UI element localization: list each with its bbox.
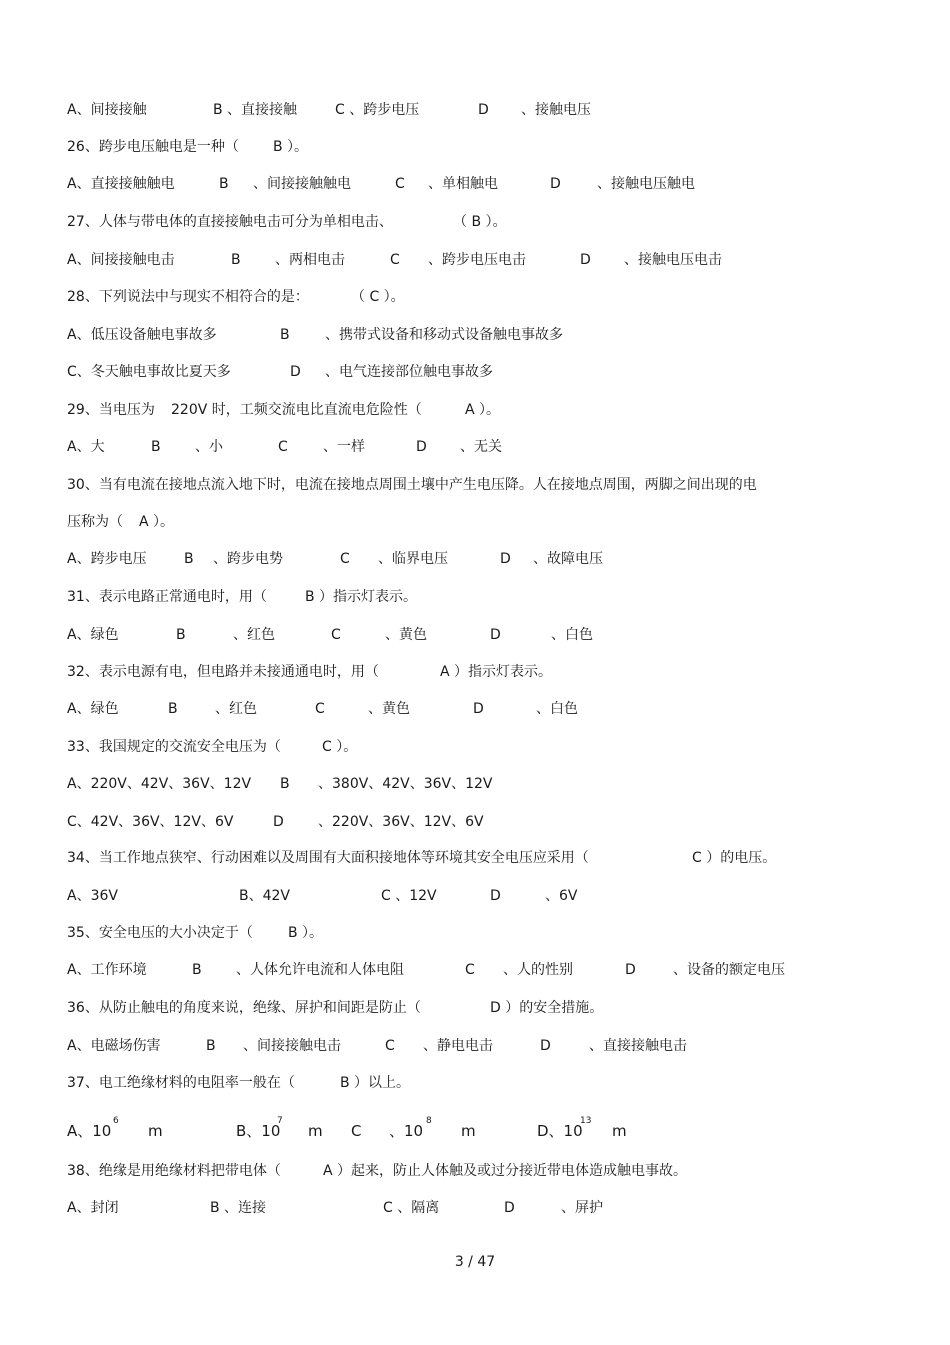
option-a: A、封闭	[67, 1200, 119, 1216]
option-c: 、临界电压	[378, 551, 448, 567]
option-b-letter: B	[231, 252, 241, 268]
option-d: 、直接接触电击	[589, 1038, 687, 1054]
option-c: 、黄色	[368, 701, 410, 717]
question-text: 33、我国规定的交流安全电压为（	[67, 739, 281, 755]
option-c: C 、跨步电压	[335, 102, 420, 118]
exponent-d: 13	[580, 1116, 592, 1126]
option-d-letter: D	[580, 252, 591, 268]
option-d: 、白色	[536, 701, 578, 717]
answer: C ）的电压。	[692, 850, 777, 866]
answer: A ）。	[139, 514, 175, 530]
page-number: 3 / 47	[454, 1254, 496, 1270]
answer: A ）指示灯表示。	[440, 664, 553, 680]
option-b: B、42V	[239, 888, 290, 904]
option-c: 、单相触电	[428, 176, 498, 192]
option-c: C、冬天触电事故比夏天多	[67, 364, 231, 380]
option-b: B 、连接	[210, 1200, 267, 1216]
option-a: A、工作环境	[67, 962, 147, 978]
option-c-letter: C	[395, 176, 405, 192]
option-d: 、接触电压触电	[597, 176, 695, 192]
question-text: 35、安全电压的大小决定于（	[67, 925, 253, 941]
option-b: 、红色	[215, 701, 257, 717]
option-d: D、10	[537, 1122, 583, 1140]
option-b-letter: B	[280, 327, 290, 343]
answer: （ C ）。	[351, 289, 405, 305]
question-text: 32、表示电源有电，但电路并未接通通电时，用（	[67, 664, 379, 680]
option-b-letter: B	[219, 176, 229, 192]
option-c-letter: C	[351, 1122, 362, 1140]
option-b-letter: B	[168, 701, 178, 717]
option-d-letter: D	[490, 888, 501, 904]
option-a: A、低压设备触电事故多	[67, 327, 217, 343]
question-text: 38、绝缘是用绝缘材料把带电体（	[67, 1163, 281, 1179]
option-d-letter: D	[416, 439, 427, 455]
option-c-unit: m	[461, 1122, 476, 1140]
option-d-letter: D	[273, 814, 284, 830]
answer: D ）的安全措施。	[490, 1000, 604, 1016]
option-a: A、大	[67, 439, 105, 455]
option-a: A、间接接触	[67, 102, 147, 118]
option-d: 、设备的额定电压	[673, 962, 785, 978]
answer: B ）。	[288, 925, 324, 941]
option-a: A、36V	[67, 888, 118, 904]
question-text-cont: 220V 时，工频交流电比直流电危险性（	[171, 402, 422, 418]
option-b: 、间接接触触电	[253, 176, 351, 192]
option-b: B 、直接接触	[213, 102, 298, 118]
question-text: 34、当工作地点狭窄、行动困难以及周围有大面积接地体等环境其安全电压应采用（	[67, 850, 589, 866]
question-text: 37、电工绝缘材料的电阻率一般在（	[67, 1075, 295, 1091]
option-a: A、电磁场伤害	[67, 1038, 161, 1054]
option-b-letter: B	[280, 776, 290, 792]
option-b-letter: B	[176, 627, 186, 643]
answer: B ）。	[273, 139, 309, 155]
option-a: A、220V、42V、36V、12V	[67, 776, 252, 792]
option-b-letter: B	[206, 1038, 216, 1054]
option-d: 、白色	[551, 627, 593, 643]
option-d: 、6V	[545, 888, 578, 904]
option-d-letter: D	[490, 627, 501, 643]
option-d: 、接触电压电击	[624, 252, 722, 268]
option-b-letter: B	[184, 551, 194, 567]
question-text: 36、从防止触电的角度来说，绝缘、屏护和间距是防止（	[67, 1000, 421, 1016]
option-c-letter: C	[340, 551, 350, 567]
answer: A ）起来，防止人体触及或过分接近带电体造成触电事故。	[323, 1163, 688, 1179]
option-d: 、接触电压	[521, 102, 591, 118]
option-a: A、跨步电压	[67, 551, 147, 567]
option-b-letter: B	[151, 439, 161, 455]
option-d-unit: m	[612, 1122, 627, 1140]
option-a: A、绿色	[67, 627, 119, 643]
option-b: 、380V、42V、36V、12V	[318, 776, 493, 792]
option-d: 、电气连接部位触电事故多	[325, 364, 493, 380]
answer: B ）以上。	[340, 1075, 411, 1091]
answer: C ）。	[322, 739, 358, 755]
option-d: 、屏护	[561, 1200, 603, 1216]
option-d-letter: D	[550, 176, 561, 192]
option-b: B、10	[236, 1122, 281, 1140]
option-c: 、10	[389, 1122, 424, 1140]
option-c-letter: C	[278, 439, 288, 455]
exponent-b: 7	[277, 1116, 283, 1126]
answer: （ B ）。	[453, 214, 507, 230]
question-text: 30、当有电流在接地点流入地下时，电流在接地点周围土壤中产生电压降。人在接地点周围，两脚之间出现的电	[67, 477, 757, 493]
option-d: 、无关	[460, 439, 502, 455]
exponent-c: 8	[426, 1116, 432, 1126]
question-text: 31、表示电路正常通电时，用（	[67, 589, 267, 605]
question-text: 29、当电压为	[67, 402, 155, 418]
option-a: A、间接接触电击	[67, 252, 175, 268]
option-c: C 、12V	[381, 888, 437, 904]
option-c-letter: C	[331, 627, 341, 643]
option-b: 、小	[195, 439, 223, 455]
question-text: 27、人体与带电体的直接接触电击可分为单相电击、	[67, 214, 393, 230]
option-b-unit: m	[308, 1122, 323, 1140]
option-a: A、直接接触触电	[67, 176, 175, 192]
option-b: 、携带式设备和移动式设备触电事故多	[325, 327, 563, 343]
option-c: 、静电电击	[423, 1038, 493, 1054]
question-text: 26、跨步电压触电是一种（	[67, 139, 239, 155]
option-c: 、跨步电压电击	[428, 252, 526, 268]
option-a: A、10	[67, 1122, 112, 1140]
option-b: 、跨步电势	[213, 551, 283, 567]
option-c-letter: C	[465, 962, 475, 978]
option-b-letter: B	[192, 962, 202, 978]
option-d-letter: D	[473, 701, 484, 717]
option-c: 、一样	[323, 439, 365, 455]
question-text: 28、下列说法中与现实不相符合的是：	[67, 289, 309, 305]
option-c-letter: C	[390, 252, 400, 268]
answer: B ）指示灯表示。	[305, 589, 418, 605]
option-d-letter: D	[290, 364, 301, 380]
option-c: C 、隔离	[383, 1200, 440, 1216]
option-d-letter: D	[504, 1200, 515, 1216]
option-c: 、人的性别	[503, 962, 573, 978]
option-d-letter: D	[478, 102, 489, 118]
option-c-letter: C	[315, 701, 325, 717]
option-d: 、220V、36V、12V、6V	[318, 814, 484, 830]
option-a: A、绿色	[67, 701, 119, 717]
option-b: 、红色	[233, 627, 275, 643]
answer: A ）。	[465, 402, 501, 418]
option-d-letter: D	[540, 1038, 551, 1054]
option-c-letter: C	[385, 1038, 395, 1054]
exponent-a: 6	[113, 1116, 119, 1126]
question-text: 压称为（	[67, 514, 123, 530]
option-c: C、42V、36V、12V、6V	[67, 814, 234, 830]
option-a-unit: m	[148, 1122, 163, 1140]
option-d-letter: D	[625, 962, 636, 978]
option-d: 、故障电压	[533, 551, 603, 567]
option-b: 、人体允许电流和人体电阻	[236, 962, 404, 978]
option-b: 、两相电击	[275, 252, 345, 268]
option-b: 、间接接触电击	[243, 1038, 341, 1054]
option-c: 、黄色	[385, 627, 427, 643]
option-d-letter: D	[500, 551, 511, 567]
